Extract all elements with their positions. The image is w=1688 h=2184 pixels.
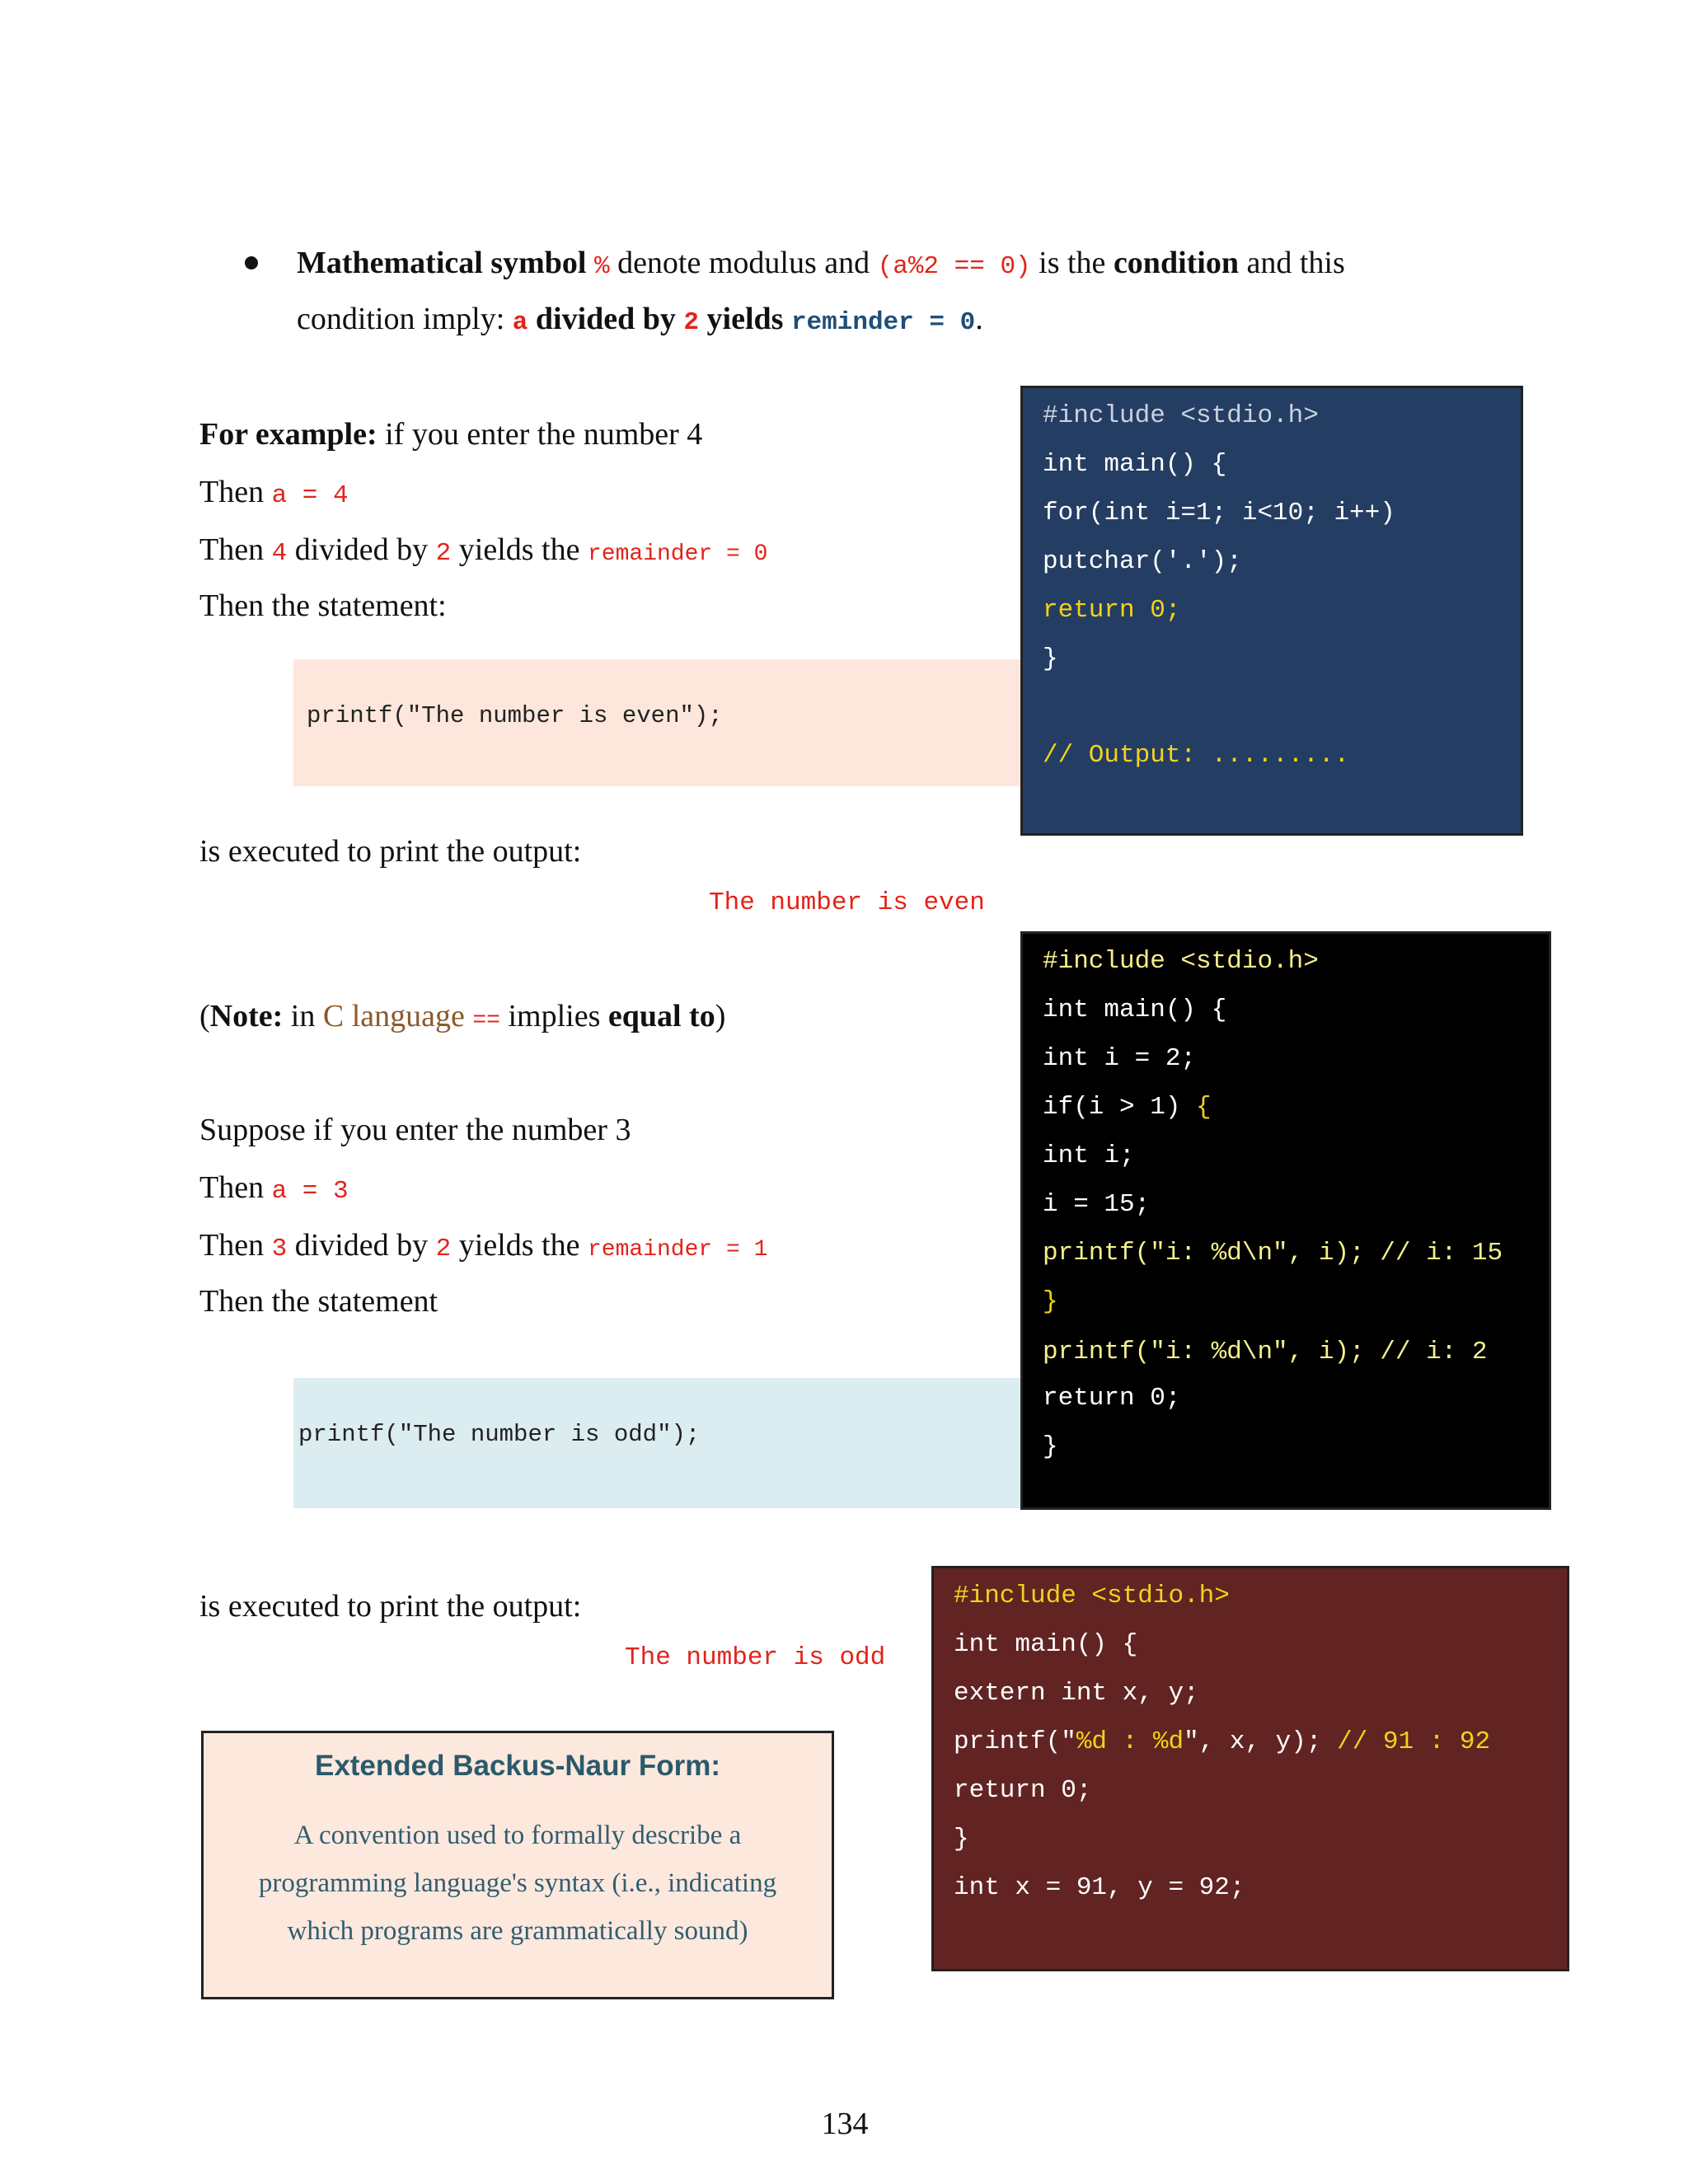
code-line: for(int i=1; i<10; i++) [1043, 499, 1395, 527]
example-text: Then [199, 532, 272, 567]
example1-line-2 [199, 473, 349, 515]
example-text: divided by [287, 1228, 436, 1263]
c-language-text: C language [322, 999, 465, 1033]
num-4: 4 [271, 539, 288, 568]
example-label: For example: [199, 417, 377, 452]
example-text: Then [199, 1228, 272, 1263]
remainder-code: remainder = 0 [587, 541, 768, 567]
note-label: Note: [209, 999, 284, 1033]
num-3: 3 [271, 1235, 288, 1263]
note-text: ) [715, 999, 726, 1033]
bullet-term: Mathematical symbol [297, 246, 587, 280]
bullet-text: . [975, 302, 983, 336]
bullet-text: is the [1030, 246, 1114, 280]
code-line: } [1043, 644, 1058, 673]
note-text: in [283, 999, 323, 1033]
num-2: 2 [435, 539, 452, 568]
code-line: int i = 2; [1043, 1044, 1197, 1073]
code-line: putchar('.'); [1043, 547, 1242, 576]
code-line: int i; [1043, 1141, 1135, 1170]
code-line: int x = 91, y = 92; [954, 1873, 1245, 1902]
code-line: return 0; [1043, 1384, 1181, 1413]
example-text: divided by [287, 532, 436, 567]
assign-code: a = 3 [271, 1177, 349, 1206]
ebnf-line: A convention used to formally describe a [293, 1821, 742, 1850]
code-comment: // Output: ......... [1043, 741, 1350, 770]
note-text: implies [499, 999, 608, 1033]
code-box-putchar [1020, 386, 1523, 836]
ebnf-callout [201, 1731, 834, 1999]
num-2: 2 [683, 308, 700, 337]
condition-code: (a%2 == 0) [877, 252, 1031, 281]
example-text: yields the [451, 532, 588, 567]
bullet-text: divided by [528, 302, 684, 336]
bullet-text: condition imply: [297, 302, 513, 336]
note-text: ( [199, 999, 210, 1033]
equal-operator: == [472, 1008, 500, 1033]
code-line: printf("i: %d\n", i); // i: 15 [1043, 1239, 1503, 1268]
var-a: a [512, 308, 528, 337]
even-code: printf("The number is even"); [307, 702, 723, 729]
odd-output: The number is odd [625, 1643, 886, 1672]
code-line: return 0; [1043, 596, 1181, 625]
code-line: extern int x, y; [954, 1679, 1199, 1708]
code-line: #include <stdio.h> [1043, 947, 1319, 976]
example-text: Then [199, 475, 272, 509]
code-text: if(i > 1) [1043, 1093, 1197, 1122]
example1-after: is executed to print the output: [199, 834, 582, 869]
example2-after: is executed to print the output: [199, 1589, 582, 1624]
bullet-text: denote modulus and [609, 246, 878, 280]
example1-line-1 [199, 415, 702, 453]
note-text [465, 999, 473, 1033]
ebnf-title: Extended Backus-Naur Form: [314, 1750, 721, 1782]
code-box-scope [1020, 931, 1551, 1510]
example2-line-3 [199, 1226, 767, 1269]
bullet-text: and this [1238, 246, 1345, 280]
odd-code: printf("The number is odd"); [298, 1421, 701, 1448]
code-box-extern [931, 1566, 1569, 1971]
page-number: 134 [821, 2107, 869, 2141]
odd-code-block [293, 1378, 1020, 1508]
remainder-code: remainder = 1 [587, 1237, 768, 1263]
modulus-symbol: % [593, 252, 610, 281]
bullet-line-1 [297, 244, 1345, 286]
ebnf-line: which programs are grammatically sound) [287, 1916, 748, 1946]
example1-line-4: Then the statement: [199, 588, 447, 623]
code-line: #include <stdio.h> [954, 1582, 1230, 1610]
code-line: } [1043, 1287, 1058, 1316]
code-comment: // 91 : 92 [1337, 1727, 1491, 1756]
example2-line-1: Suppose if you enter the number 3 [199, 1113, 631, 1147]
code-brace: { [1196, 1093, 1212, 1122]
code-line: int main() { [954, 1630, 1138, 1659]
note-line [199, 997, 725, 1040]
even-code-block [293, 659, 1020, 786]
even-output: The number is even [709, 888, 985, 917]
code-line [1043, 1093, 1212, 1122]
condition-word: condition [1113, 246, 1239, 280]
code-line: } [1043, 1432, 1058, 1461]
code-text: printf(" [954, 1727, 1076, 1756]
code-line: i = 15; [1043, 1190, 1151, 1219]
example-text: yields the [451, 1228, 588, 1263]
code-line: #include <stdio.h> [1043, 401, 1319, 430]
code-line: int main() { [1043, 996, 1227, 1024]
bullet-line-2 [297, 300, 983, 342]
format-string: %d : %d [1076, 1727, 1184, 1756]
code-line [954, 1727, 1490, 1756]
code-line: } [954, 1825, 969, 1854]
reminder-code: reminder = 0 [790, 308, 976, 337]
example-text: if you enter the number 4 [377, 417, 703, 452]
num-2: 2 [435, 1235, 452, 1263]
code-line: return 0; [954, 1776, 1092, 1805]
example2-line-2 [199, 1169, 349, 1211]
example1-line-3 [199, 531, 767, 574]
note-emphasis: equal to [607, 999, 715, 1033]
bullet-icon [244, 244, 259, 291]
ebnf-line: programming language's syntax (i.e., indicating [258, 1868, 777, 1898]
assign-code: a = 4 [271, 481, 349, 510]
bullet-text: yields [699, 302, 791, 336]
code-text: ", x, y); [1184, 1727, 1338, 1756]
code-line: printf("i: %d\n", i); // i: 2 [1043, 1338, 1488, 1366]
example-text: Then [199, 1170, 272, 1205]
example2-line-4: Then the statement [199, 1284, 438, 1319]
code-line: int main() { [1043, 450, 1227, 479]
